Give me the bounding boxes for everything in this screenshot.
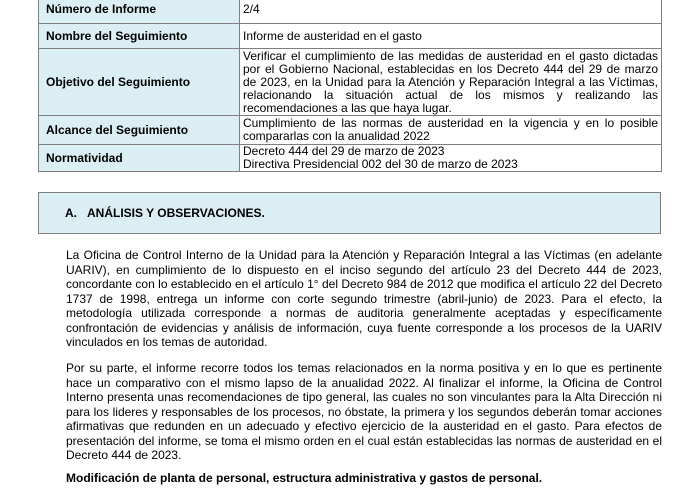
table-row — [39, 24, 662, 49]
row-label: Nombre del Seguimiento — [39, 24, 240, 49]
row-label: Objetivo del Seguimiento — [39, 49, 240, 116]
subsection-heading: Modificación de planta de personal, estructura administrativa y gastos de personal. — [66, 471, 543, 485]
norm-line-1: Decreto 444 del 29 de marzo de 2023 — [243, 144, 445, 158]
row-label: Alcance del Seguimiento — [39, 116, 240, 145]
paragraph-scope: Por su parte, el informe recorre todos los temas relacionados en la norma positiva y en lo que es pertinente hace un comparativo con el mismo lapso de la anualidad 2022. Al finalizar el informe, la Oficina de Control Interno presenta unas recomendaciones de tipo general, las cuales no son vinculantes para la Alta Dirección ni para los lideres y responsables de los procesos, no óbstate, la primera y los segundos deberán tomar acciones afirmativas que redunden en un adecuado y efectivo ejercicio de la austeridad en el gasto. Para efectos de presentación del informe, se toma el mismo orden en el cual están establecidas las normas de austeridad en el Decreto 444 de 2023. — [66, 361, 662, 462]
row-value: Informe de austeridad en el gasto — [240, 24, 662, 49]
report-info-table — [38, 0, 662, 172]
row-value: Cumplimiento de las normas de austeridad en la vigencia y en lo posible compararlas con la anualidad 2022 — [240, 116, 662, 145]
section-heading — [38, 192, 661, 234]
norm-line-2: Directiva Presidencial 002 del 30 de marzo de 2023 — [243, 157, 518, 171]
paragraph-intro: La Oficina de Control Interno de la Unidad para la Atención y Reparación Integral a las Víctimas (en adelante UARIV), en cumplimiento de lo dispuesto en el inciso segundo del artículo 23 del Decreto 444 de 2023, concordante con lo establecido en el artículo 1° del Decreto 984 de 2012 que modifica el artículo 22 del Decreto 1737 de 1998, entrega un informe con corte segundo trimestre (abril-junio) de 2023. Para el efecto, la metodología utilizada corresponde a normas de auditoria generalmente aceptadas y específicamente confrontación de evidencias y análisis de información, cuya fuente corresponde a los procesos de la UARIV vinculados en los temas de autoridad. — [66, 248, 662, 349]
table-row — [39, 116, 662, 145]
row-value: 2/4 — [240, 0, 662, 24]
table-row — [39, 145, 662, 172]
table-row — [39, 0, 662, 24]
row-value — [240, 145, 662, 172]
row-label: Normatividad — [39, 145, 240, 172]
section-letter: A. — [65, 206, 77, 220]
row-value: Verificar el cumplimiento de las medidas de austeridad en el gasto dictadas por el Gobierno Nacional, establecidas en los Decreto 444 del 29 de marzo de 2023, en la Unidad para la Atención y Reparación Integral a las Víctimas, relacionando la situación actual de los mismos y realizando las recomendaciones a las que haya lugar. — [240, 49, 662, 116]
table-row — [39, 49, 662, 116]
section-title: ANÁLISIS Y OBSERVACIONES. — [87, 206, 265, 220]
row-label: Número de Informe — [39, 0, 240, 24]
